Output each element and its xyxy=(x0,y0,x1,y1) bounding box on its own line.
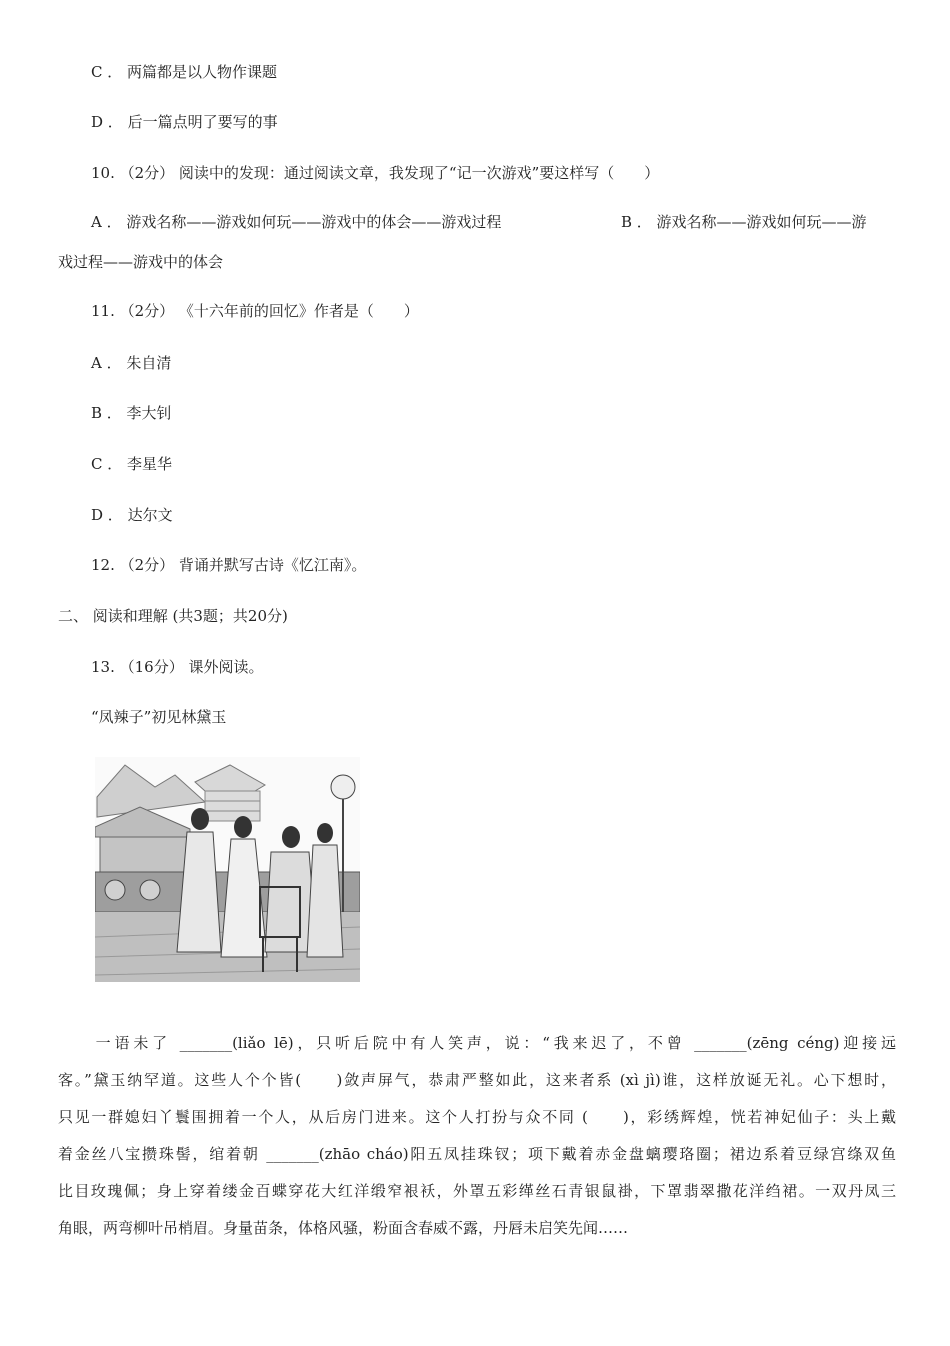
passage-title: “凤辣子”初见林黛玉 xyxy=(91,708,227,726)
q10-options-row xyxy=(91,211,891,233)
q13-stem: 13. （16分） 课外阅读。 xyxy=(91,658,264,676)
q10-option-b-continued[interactable]: 戏过程——游戏中的体会 xyxy=(58,253,224,271)
passage-illustration xyxy=(95,757,360,982)
q9-option-c[interactable]: C ． 两篇都是以人物作课题 xyxy=(91,63,278,81)
q11-option-c[interactable]: C ． 李星华 xyxy=(91,455,173,473)
q9-option-d[interactable]: D ． 后一篇点明了要写的事 xyxy=(91,113,278,131)
q12-stem: 12. （2分） 背诵并默写古诗《忆江南》。 xyxy=(91,556,367,574)
passage-line: 一语未了 _______(liǎo lē)，只听后院中有人笑声，说：“我来迟了，不曾 _______(zēng céng)迎接远 xyxy=(58,1034,896,1052)
q10-stem: 10. （2分） 阅读中的发现：通过阅读文章，我发现了“记一次游戏”要这样写（ ） xyxy=(91,164,660,182)
q11-stem: 11. （2分） 《十六年前的回忆》作者是（ ） xyxy=(91,302,419,320)
q11-option-b[interactable]: B ． 李大钊 xyxy=(91,404,172,422)
q10-option-b[interactable]: B ． 游戏名称——游戏如何玩——游 xyxy=(621,213,867,231)
passage-body xyxy=(58,1032,896,1254)
passage-line: 客。”黛玉纳罕道。这些人个个皆( )敛声屏气，恭肃严整如此，这来者系 (xì jì)谁，这样放诞无礼。心下想时， xyxy=(58,1071,896,1089)
passage-line: 比目玫瑰佩；身上穿着缕金百蝶穿花大红洋缎窄裉袄，外罩五彩缂丝石青银鼠褂，下罩翡翠撒花洋绉裙。一双丹凤三 xyxy=(58,1182,896,1200)
passage-line: 角眼，两弯柳叶吊梢眉。身量苗条，体格风骚，粉面含春威不露，丹唇未启笑先闻…… xyxy=(58,1219,629,1237)
q11-option-a[interactable]: A ． 朱自清 xyxy=(91,354,172,372)
q11-option-d[interactable]: D ． 达尔文 xyxy=(91,506,173,524)
section-heading: 二、 阅读和理解 (共3题；共20分) xyxy=(58,607,288,625)
q10-option-a[interactable]: A ． 游戏名称——游戏如何玩——游戏中的体会——游戏过程 xyxy=(91,213,502,231)
passage-line: 着金丝八宝攒珠髻，绾着朝 _______(zhāo cháo)阳五凤挂珠钗；项下戴着赤金盘螭璎珞圈；裙边系着豆绿宫绦双鱼 xyxy=(58,1145,896,1163)
passage-line: 只见一群媳妇丫鬟围拥着一个人，从后房门进来。这个人打扮与众不同 ( )，彩绣辉煌，恍若神妃仙子：头上戴 xyxy=(58,1108,896,1126)
